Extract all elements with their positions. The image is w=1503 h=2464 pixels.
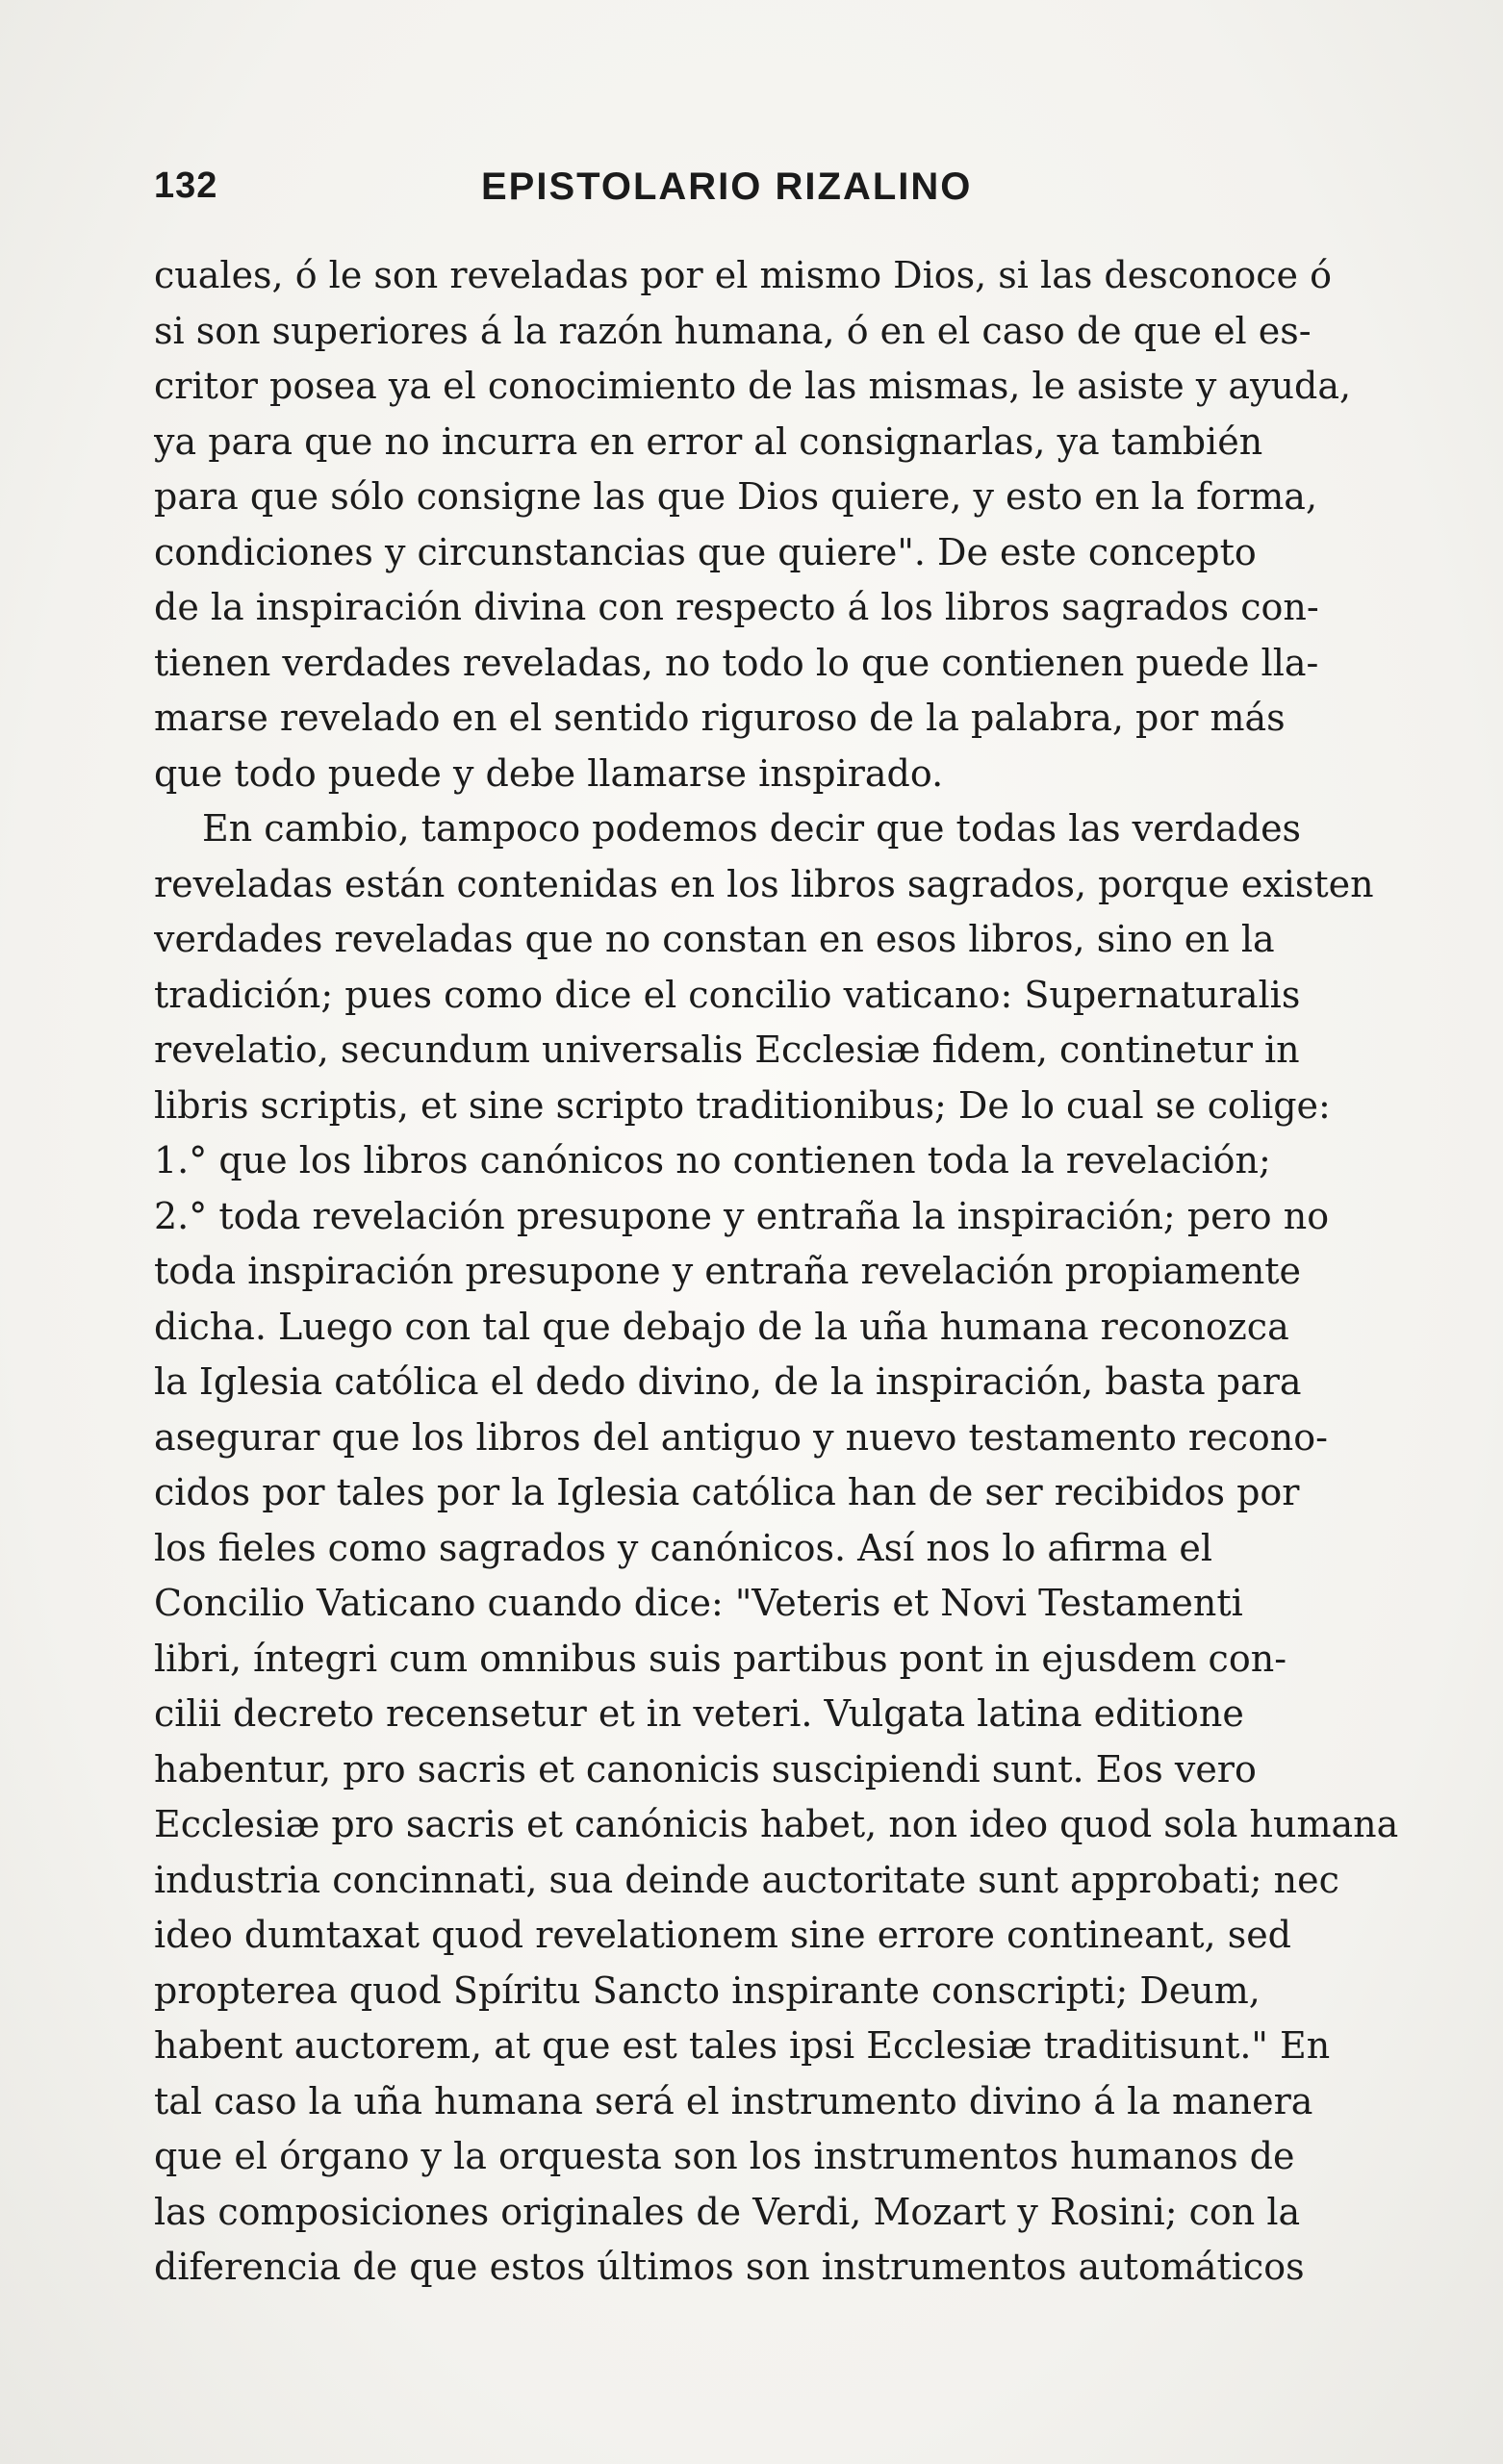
text-line: marse revelado en el sentido riguroso de la palabra, por más: [154, 697, 1286, 739]
text-line: cuales, ó le son reveladas por el mismo Dios, si las desconoce ó: [154, 254, 1332, 296]
text-line: habent auctorem, at que est tales ipsi Ecclesiæ traditisunt." En: [154, 2024, 1331, 2067]
text-line: 1.° que los libros canónicos no contienen toda la revelación;: [154, 1139, 1271, 1181]
text-line: que todo puede y debe llamarse inspirado.: [154, 751, 944, 795]
text-line: la Iglesia católica el dedo divino, de la inspiración, basta para: [154, 1360, 1302, 1403]
text-line: si son superiores á la razón humana, ó en el caso de que el es-: [154, 309, 1312, 352]
text-line: las composiciones originales de Verdi, Mozart y Rosini; con la: [154, 2190, 1301, 2233]
text-line: libri, íntegri cum omnibus suis partibus pont in ejusdem con-: [154, 1637, 1287, 1680]
text-line: propterea quod Spíritu Sancto inspirante conscripti; Deum,: [154, 1969, 1261, 2012]
text-line: tienen verdades reveladas, no todo lo que contienen puede lla-: [154, 641, 1319, 684]
text-line: industria concinnati, sua deinde auctoritate sunt approbati; nec: [154, 1858, 1339, 1901]
text-line: toda inspiración presupone y entraña revelación propiamente: [154, 1250, 1302, 1292]
text-line: asegurar que los libros del antiguo y nuevo testamento recono-: [154, 1415, 1328, 1459]
text-line: revelatio, secundum universalis Ecclesiæ fidem, continetur in: [154, 1029, 1300, 1071]
page-number: 132: [154, 165, 218, 206]
text-line: diferencia de que estos últimos son instrumentos automáticos: [154, 2246, 1305, 2288]
text-line: cilii decreto recensetur et in veteri. Vulgata latina editione: [154, 1692, 1244, 1735]
text-line: habentur, pro sacris et canonicis suscipiendi sunt. Eos vero: [154, 1747, 1257, 1791]
body-text: [154, 248, 1405, 2296]
text-line: dicha. Luego con tal que debajo de la uña humana reconozca: [154, 1305, 1289, 1348]
text-line: ya para que no incurra en error al consignarlas, ya también: [154, 419, 1263, 463]
text-line: reveladas están contenidas en los libros sagrados, porque existen: [154, 862, 1374, 905]
text-line: En cambio, tampoco podemos decir que todas las verdades: [202, 807, 1302, 850]
text-line: tradición; pues como dice el concilio vaticano: Supernaturalis: [154, 973, 1301, 1016]
text-line: cidos por tales por la Iglesia católica han de ser recibidos por: [154, 1471, 1300, 1513]
text-line: tal caso la uña humana será el instrumento divino á la manera: [154, 2079, 1313, 2122]
running-title: EPISTOLARIO RIZALINO: [481, 165, 973, 208]
text-line: los fieles como sagrados y canónicos. Así nos lo afirma el: [154, 1526, 1212, 1569]
text-line: de la inspiración divina con respecto á los libros sagrados con-: [154, 586, 1319, 628]
text-line: que el órgano y la orquesta son los instrumentos humanos de: [154, 2135, 1295, 2177]
text-line: Concilio Vaticano cuando dice: "Veteris et Novi Testamenti: [154, 1582, 1243, 1624]
text-line: 2.° toda revelación presupone y entraña la inspiración; pero no: [154, 1194, 1330, 1237]
text-line: Ecclesiæ pro sacris et canónicis habet, non ideo quod sola humana: [154, 1803, 1399, 1845]
running-head: [154, 165, 1405, 233]
text-line: ideo dumtaxat quod revelationem sine errore contineant, sed: [154, 1914, 1292, 1956]
text-line: verdades reveladas que no constan en esos libros, sino en la: [154, 918, 1275, 960]
text-line: para que sólo consigne las que Dios quiere, y esto en la forma,: [154, 475, 1318, 518]
text-line: condiciones y circunstancias que quiere". De este concepto: [154, 530, 1257, 573]
text-line: critor posea ya el conocimiento de las mismas, le asiste y ayuda,: [154, 365, 1352, 407]
text-line: libris scriptis, et sine scripto traditionibus; De lo cual se colige:: [154, 1083, 1331, 1127]
